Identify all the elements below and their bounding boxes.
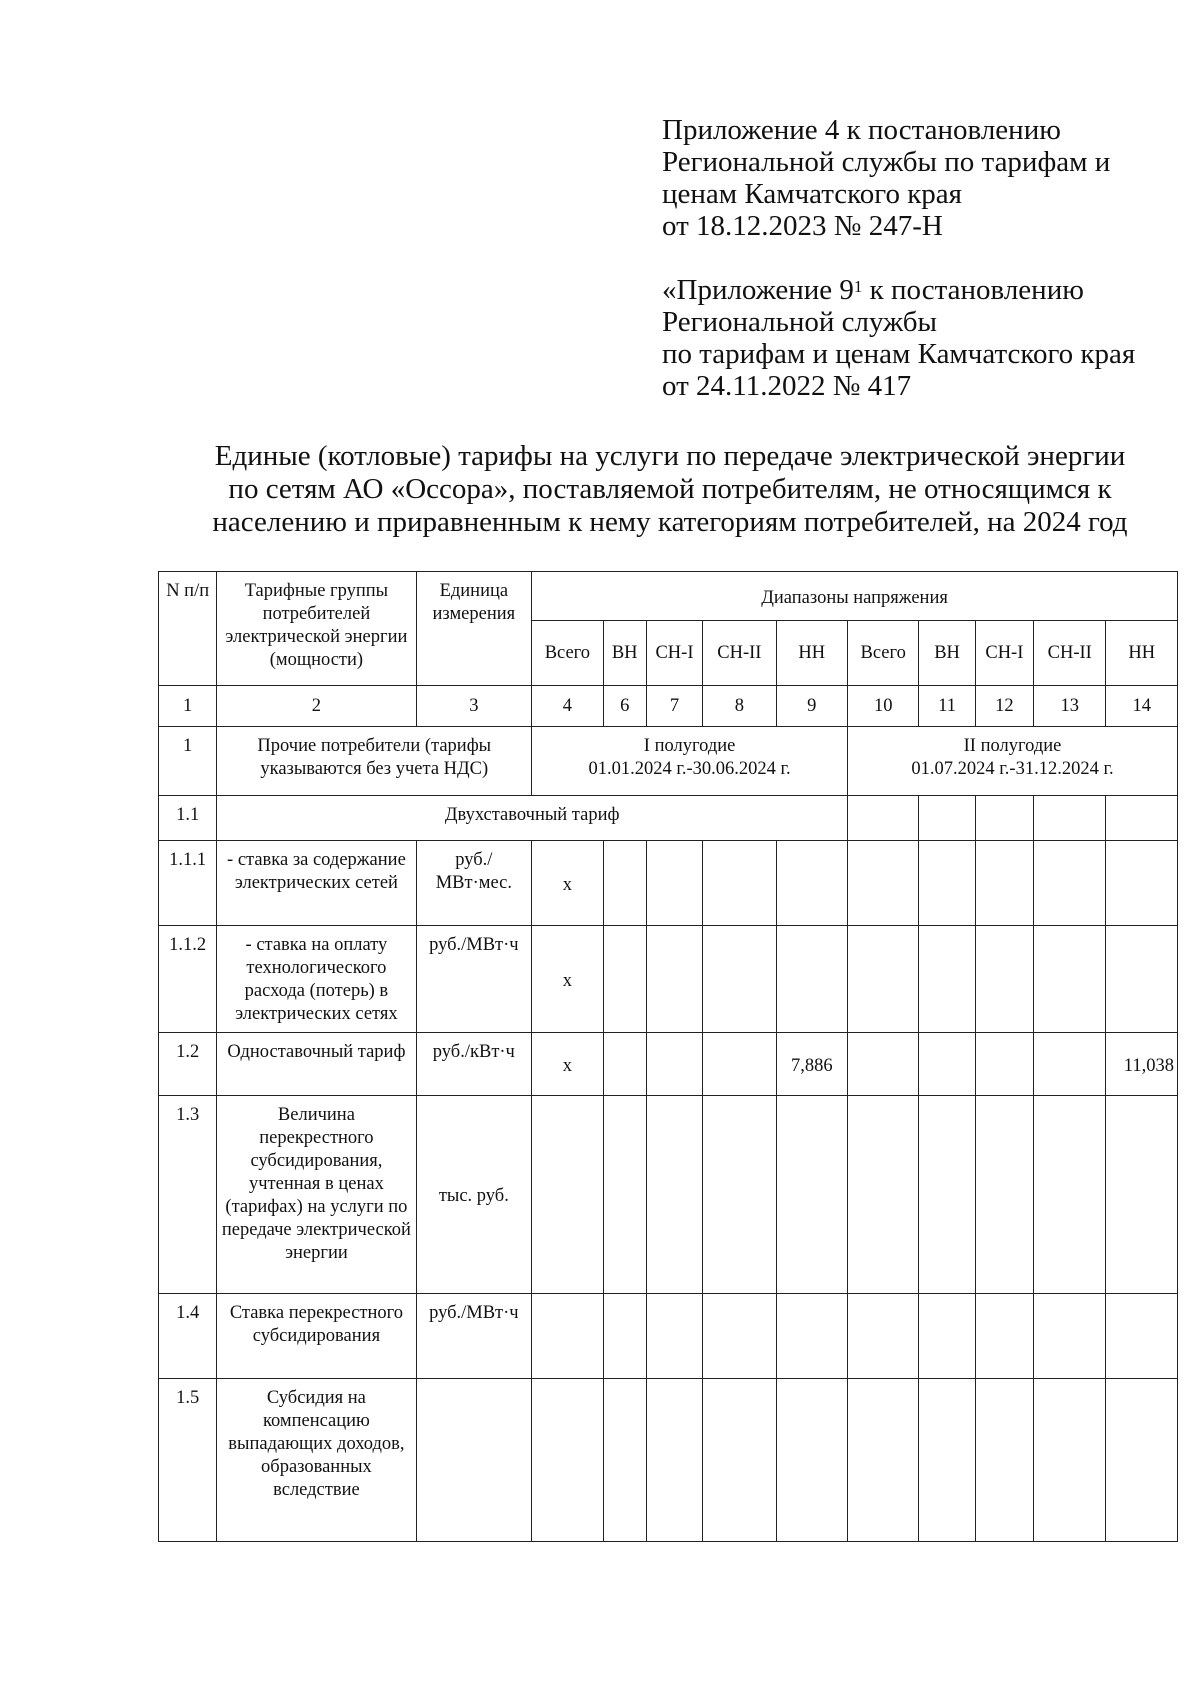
row-name: Ставка перекрестного субсидирования (217, 1294, 416, 1379)
half-year-label: II полугодие (963, 736, 1062, 756)
row-unit: руб./кВт·ч (416, 1033, 532, 1096)
header-line: «Приложение $9^1$ к постановлению (662, 274, 1084, 306)
column-number: 10 (847, 686, 918, 727)
row-num: 1.1.2 (159, 926, 217, 1033)
header-unit: Единица измерения (416, 572, 532, 686)
row-num: 1.3 (159, 1096, 217, 1294)
title-line: по сетям АО «Оссора», поставляемой потребителям, не относящимся к (228, 473, 1112, 505)
row-unit: руб./МВт·ч (416, 1294, 532, 1379)
header-line: Приложение 4 к постановлению (662, 114, 1061, 146)
row-num: 1.5 (159, 1379, 217, 1542)
row-name: Двухставочный тариф (217, 796, 848, 841)
header-line: по тарифам и ценам Камчатского края (662, 338, 1136, 370)
title-line: населению и приравненным к нему категориям потребителей, на 2024 год (212, 506, 1128, 538)
header-sub: Всего (847, 621, 918, 686)
row-num: 1.4 (159, 1294, 217, 1379)
header-sub: СН-II (703, 621, 776, 686)
header-sub: ВН (919, 621, 975, 686)
header-sub: СН-II (1034, 621, 1106, 686)
column-number: 8 (703, 686, 776, 727)
header-line: от 24.11.2022 № 417 (662, 370, 912, 402)
half-year-1 (532, 727, 848, 796)
column-number: 1 (159, 686, 217, 727)
table-row (159, 1379, 1178, 1542)
table-row (159, 1033, 1178, 1096)
cell-value: х (532, 926, 603, 1033)
row-num: 1.1 (159, 796, 217, 841)
column-number: 13 (1034, 686, 1106, 727)
header-sub: СН-I (975, 621, 1033, 686)
half-year-label: I полугодие (643, 736, 736, 756)
superscript: 1 (853, 277, 863, 296)
table-row (159, 841, 1178, 926)
row-name: - ставка за содержание электрических сетей (217, 841, 416, 926)
row-unit: руб./МВт·мес. (416, 841, 532, 926)
cell-value: 11,038 (1106, 1033, 1178, 1096)
row-unit: руб./МВт·ч (416, 926, 532, 1033)
column-number: 14 (1106, 686, 1178, 727)
table-row (159, 926, 1178, 1033)
half-year-dates: 01.07.2024 г.-31.12.2024 г. (911, 759, 1114, 779)
row-unit: тыс. руб. (416, 1096, 532, 1294)
row-name: Субсидия на компенсацию выпадающих доходов, образованных вследствие (217, 1379, 416, 1542)
column-number: 6 (603, 686, 646, 727)
half-year-2 (847, 727, 1177, 796)
section-row (159, 727, 1178, 796)
column-number: 3 (416, 686, 532, 727)
header-sub: НН (1106, 621, 1178, 686)
column-number: 2 (217, 686, 416, 727)
table-row (159, 796, 1178, 841)
header-sub: ВН (603, 621, 646, 686)
table-row (159, 1096, 1178, 1294)
column-number: 11 (919, 686, 975, 727)
header-sub: Всего (532, 621, 603, 686)
header-num: N п/п (159, 572, 217, 686)
header-line: Региональной службы по тарифам и (662, 146, 1111, 178)
document-title (190, 440, 1150, 539)
row-num: 1 (159, 727, 217, 796)
row-num: 1.2 (159, 1033, 217, 1096)
header-group: Тарифные группы потребителей электрической энергии (мощности) (217, 572, 416, 686)
header-line: ценам Камчатского края (662, 178, 963, 210)
header-line: Региональной службы (662, 306, 938, 338)
header-ranges: Диапазоны напряжения (532, 572, 1178, 621)
header-sub: СН-I (646, 621, 702, 686)
row-name: Величина перекрестного субсидирования, учтенная в ценах (тарифах) на услуги по передаче электрической энергии (217, 1096, 416, 1294)
column-number: 12 (975, 686, 1033, 727)
cell-value: х (532, 1033, 603, 1096)
section-name: Прочие потребители (тарифы указываются без учета НДС) (217, 727, 532, 796)
title-line: Единые (котловые) тарифы на услуги по передаче электрической энергии (214, 440, 1126, 472)
cell-value: х (532, 841, 603, 926)
header-sub: НН (776, 621, 847, 686)
tariff-table (158, 571, 1178, 1542)
table-row (159, 1294, 1178, 1379)
cell-value: 7,886 (776, 1033, 847, 1096)
header-line: от 18.12.2023 № 247-Н (662, 210, 943, 242)
row-name: - ставка на оплату технологического расхода (потерь) в электрических сетях (217, 926, 416, 1033)
appendix-header (662, 114, 1182, 402)
half-year-dates: 01.01.2024 г.-30.06.2024 г. (588, 759, 791, 779)
column-number: 7 (646, 686, 702, 727)
row-name: Одноставочный тариф (217, 1033, 416, 1096)
column-number: 9 (776, 686, 847, 727)
row-num: 1.1.1 (159, 841, 217, 926)
column-number: 4 (532, 686, 603, 727)
